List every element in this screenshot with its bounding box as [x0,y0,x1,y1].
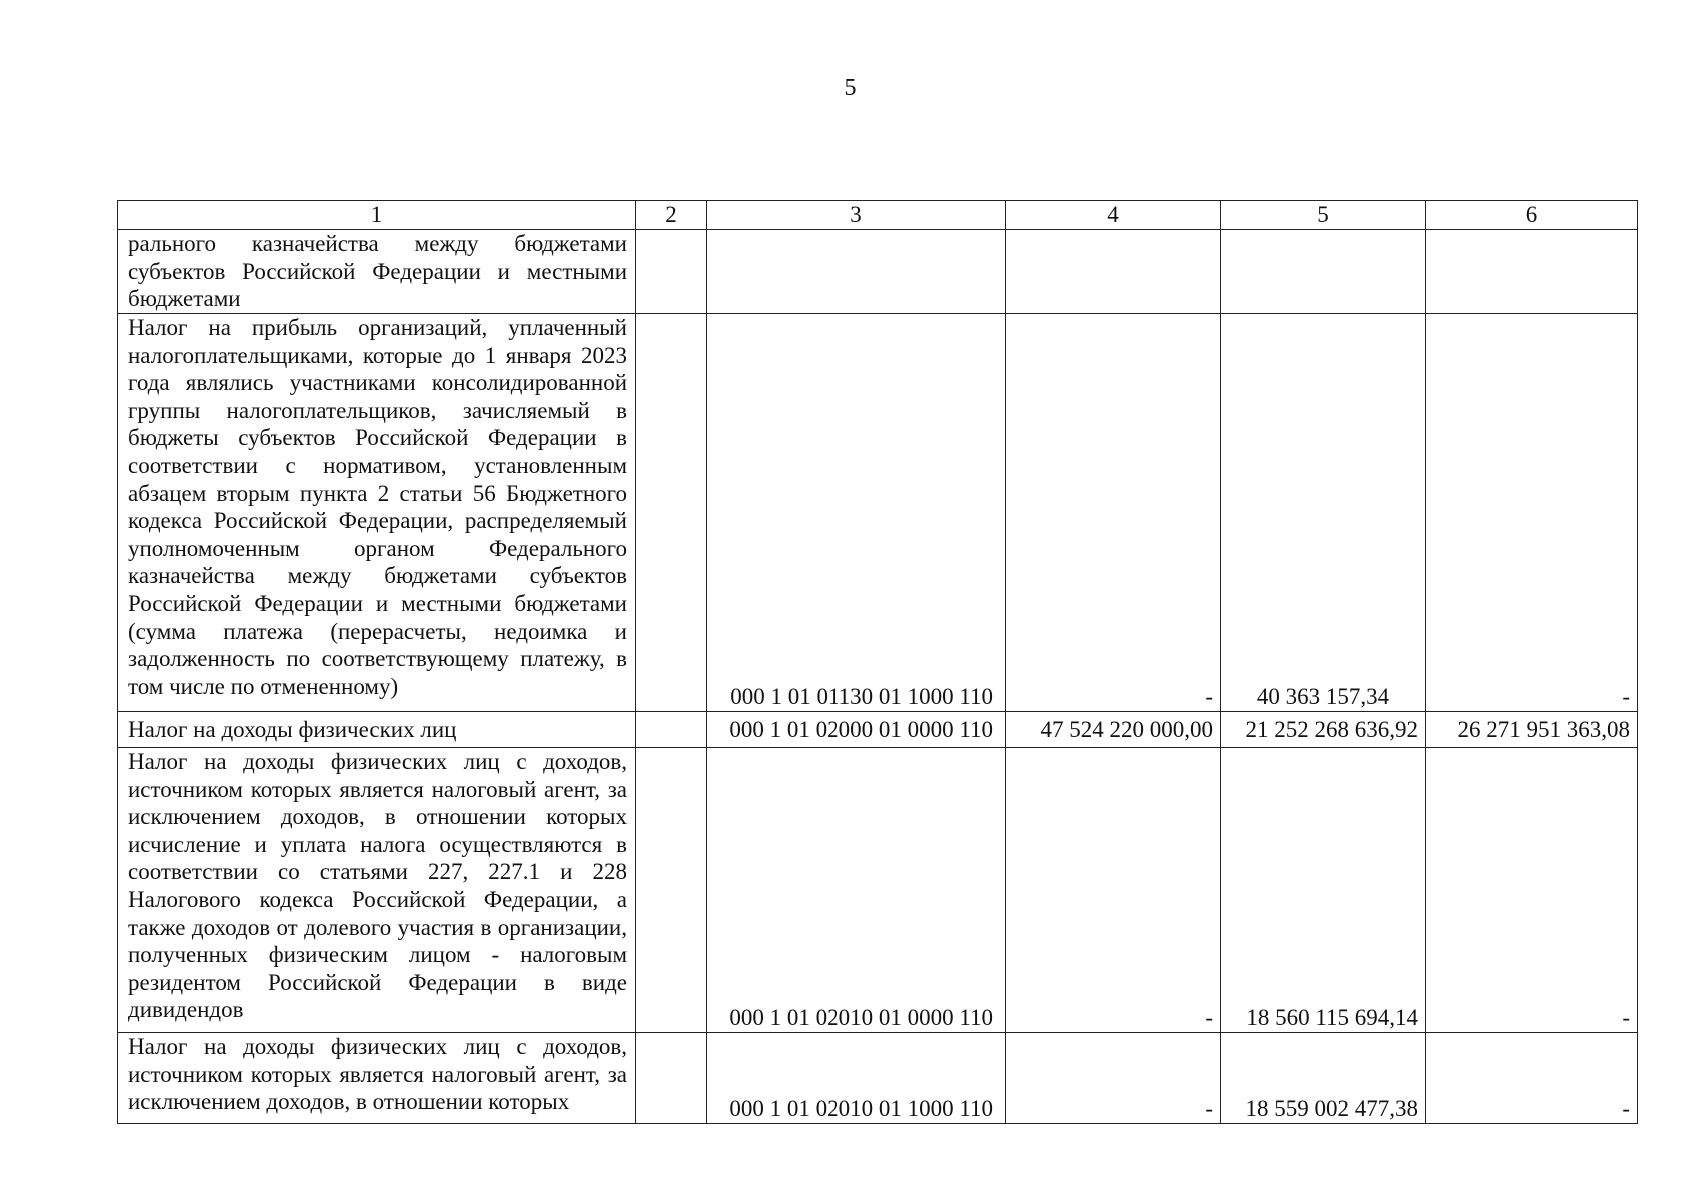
row-col2 [636,712,707,748]
row-description: Налог на прибыль организаций, уплаченный налогоплательщиками, которые до 1 января 2023 года являлись участниками консолидированной группы налогоплательщиков, зачисляемый в бюджеты субъектов Российской Федерации в соответствии с нормативом, установленным абзацем вторым пункта 2 статьи 56 Бюджетного кодекса Российской Федерации, распределяемый уполномоченным органом Федерального казначейства между бюджетами субъектов Российской Федерации и местными бюджетами (сумма платежа (перерасчеты, недоимка и задолженность по соответствующему платежу, в том числе по отмененному) [118,314,636,712]
row-code: 000 1 01 02010 01 0000 110 [707,748,1006,1033]
row-col6 [1426,230,1638,314]
column-header: 5 [1221,201,1426,230]
row-col6: - [1426,748,1638,1033]
row-col2 [636,314,707,712]
column-header: 3 [707,201,1006,230]
row-col5: 21 252 268 636,92 [1221,712,1426,748]
row-col6: - [1426,1033,1638,1124]
row-col6: 26 271 951 363,08 [1426,712,1638,748]
row-description: Налог на доходы физических лиц [118,712,636,748]
row-col4: - [1006,1033,1221,1124]
row-col5: 18 560 115 694,14 [1221,748,1426,1033]
table-row [118,1033,1638,1124]
row-col4: - [1006,748,1221,1033]
column-header: 6 [1426,201,1638,230]
row-code: 000 1 01 02010 01 1000 110 [707,1033,1006,1124]
table-row [118,712,1638,748]
row-col4: 47 524 220 000,00 [1006,712,1221,748]
row-col2 [636,1033,707,1124]
table-row [118,230,1638,314]
row-col5: 18 559 002 477,38 [1221,1033,1426,1124]
table-row [118,748,1638,1033]
table-header-row [118,201,1638,230]
row-description: Налог на доходы физических лиц с доходов, источником которых является налоговый агент, за исключением доходов, в отношении которых исчисление и уплата налога осуществляются в соответствии со статьями 227, 227.1 и 228 Налогового кодекса Российской Федерации, а также доходов от долевого участия в организации, полученных физическим лицом - налоговым резидентом Российской Федерации в виде дивидендов [118,748,636,1033]
row-code [707,230,1006,314]
row-code: 000 1 01 02000 01 0000 110 [707,712,1006,748]
row-col5: 40 363 157,34 [1221,314,1426,712]
row-code: 000 1 01 01130 01 1000 110 [707,314,1006,712]
row-col6: - [1426,314,1638,712]
row-col2 [636,748,707,1033]
table-row [118,314,1638,712]
page-number: 5 [844,75,857,101]
revenue-table [117,200,1638,1124]
row-col4 [1006,230,1221,314]
row-description: Налог на доходы физических лиц с доходов, источником которых является налоговый агент, за исключением доходов, в отношении которых [118,1033,636,1124]
column-header: 2 [636,201,707,230]
row-description: рального казначейства между бюджетами субъектов Российской Федерации и местными бюджетами [118,230,636,314]
column-header: 4 [1006,201,1221,230]
column-header: 1 [118,201,636,230]
row-col5 [1221,230,1426,314]
row-col4: - [1006,314,1221,712]
row-col2 [636,230,707,314]
